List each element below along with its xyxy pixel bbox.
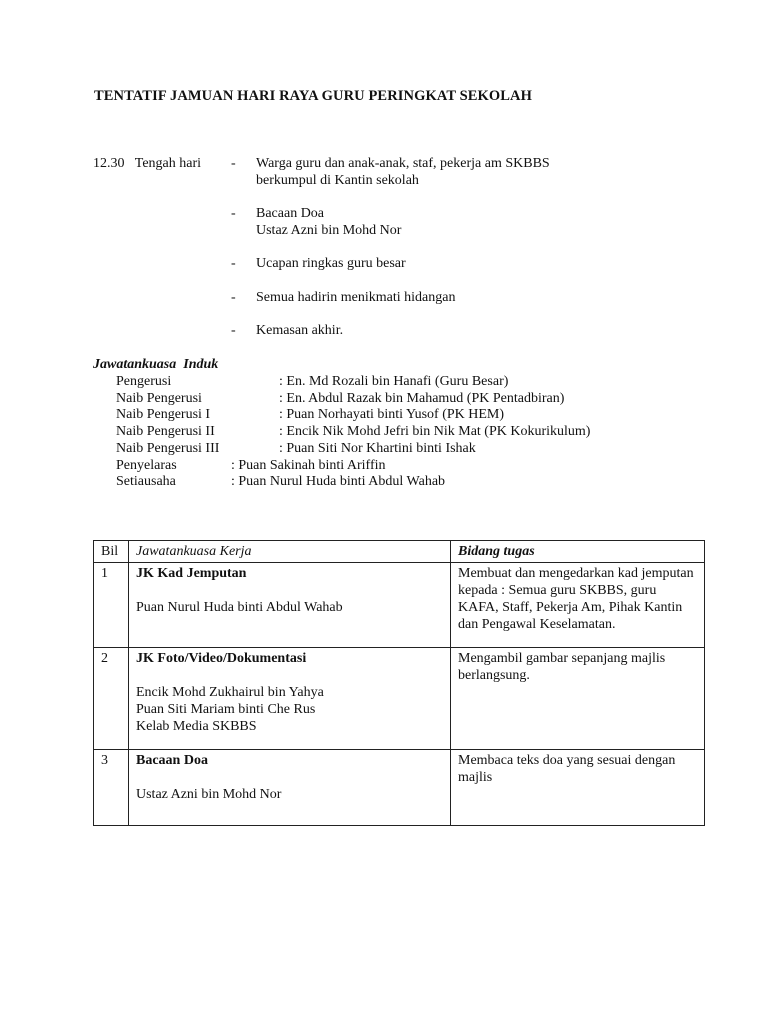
schedule-dash: - <box>231 206 236 221</box>
row-committee-cell <box>129 563 451 648</box>
row-tugas: Membaca teks doa yang sesuai dengan majlis <box>451 750 705 826</box>
committee-member-name: : En. Md Rozali bin Hanafi (Guru Besar) <box>279 374 509 389</box>
committee-member-name: : Puan Sakinah binti Ariffin <box>231 458 386 473</box>
schedule-item-line: Ucapan ringkas guru besar <box>256 256 406 271</box>
schedule-item-line: Kemasan akhir. <box>256 323 344 338</box>
committee-role: Setiausaha <box>116 474 176 489</box>
committee-role: Naib Pengerusi <box>116 391 202 406</box>
committee-role: Naib Pengerusi II <box>116 424 215 439</box>
committee-member: Puan Siti Mariam binti Che Rus <box>136 702 316 717</box>
schedule-item-line: Semua hadirin menikmati hidangan <box>256 290 456 305</box>
table-row <box>94 648 705 750</box>
schedule-item-line: Ustaz Azni bin Mohd Nor <box>256 223 402 238</box>
row-committee-cell <box>129 648 451 750</box>
committee-member-name: : En. Abdul Razak bin Mahamud (PK Pentadbiran) <box>279 391 565 406</box>
header-bidang-tugas: Bidang tugas <box>451 541 705 563</box>
schedule-item-line: berkumpul di Kantin sekolah <box>256 173 419 188</box>
committee-role: Naib Pengerusi I <box>116 407 211 422</box>
committee-role: Penyelaras <box>116 458 177 473</box>
schedule-item-line: Warga guru dan anak-anak, staf, pekerja am SKBBS <box>256 156 550 171</box>
schedule-time: 12.30 Tengah hari <box>93 156 202 171</box>
header-bil: Bil <box>94 541 129 563</box>
schedule-dash: - <box>231 256 236 271</box>
schedule-dash: - <box>231 156 236 171</box>
row-tugas: Membuat dan mengedarkan kad jemputan kepada : Semua guru SKBBS, guru KAFA, Staff, Pekerja Am, Pihak Kantin dan Pengawal Keselamatan. <box>451 563 705 648</box>
jawatankuasa-induk-heading: Jawatankuasa Induk <box>93 357 219 372</box>
row-bil: 1 <box>94 563 129 648</box>
table-row <box>94 563 705 648</box>
schedule-dash: - <box>231 290 236 305</box>
committee-member-name: : Puan Nurul Huda binti Abdul Wahab <box>231 474 446 489</box>
committee-table <box>93 540 705 826</box>
row-bil: 3 <box>94 750 129 826</box>
committee-member-name: : Encik Nik Mohd Jefri bin Nik Mat (PK Kokurikulum) <box>279 424 591 439</box>
schedule-item-line: Bacaan Doa <box>256 206 325 221</box>
committee-role: Pengerusi <box>116 374 172 389</box>
committee-member: Ustaz Azni bin Mohd Nor <box>136 787 282 802</box>
committee-role: Naib Pengerusi III <box>116 441 220 456</box>
header-jawatankuasa-kerja: Jawatankuasa Kerja <box>129 541 451 563</box>
row-tugas: Mengambil gambar sepanjang majlis berlangsung. <box>451 648 705 750</box>
table-header-row <box>94 541 705 563</box>
row-bil: 2 <box>94 648 129 750</box>
committee-name: Bacaan Doa <box>136 753 208 768</box>
committee-member: Puan Nurul Huda binti Abdul Wahab <box>136 600 343 615</box>
committee-member-name: : Puan Norhayati binti Yusof (PK HEM) <box>279 407 505 422</box>
committee-member-name: : Puan Siti Nor Khartini binti Ishak <box>279 441 476 456</box>
committee-name: JK Foto/Video/Dokumentasi <box>136 651 307 666</box>
committee-name: JK Kad Jemputan <box>136 566 247 581</box>
row-committee-cell <box>129 750 451 826</box>
schedule-dash: - <box>231 323 236 338</box>
committee-member: Encik Mohd Zukhairul bin Yahya <box>136 685 324 700</box>
document-title: TENTATIF JAMUAN HARI RAYA GURU PERINGKAT SEKOLAH <box>94 88 532 104</box>
committee-member: Kelab Media SKBBS <box>136 719 257 734</box>
table-row <box>94 750 705 826</box>
